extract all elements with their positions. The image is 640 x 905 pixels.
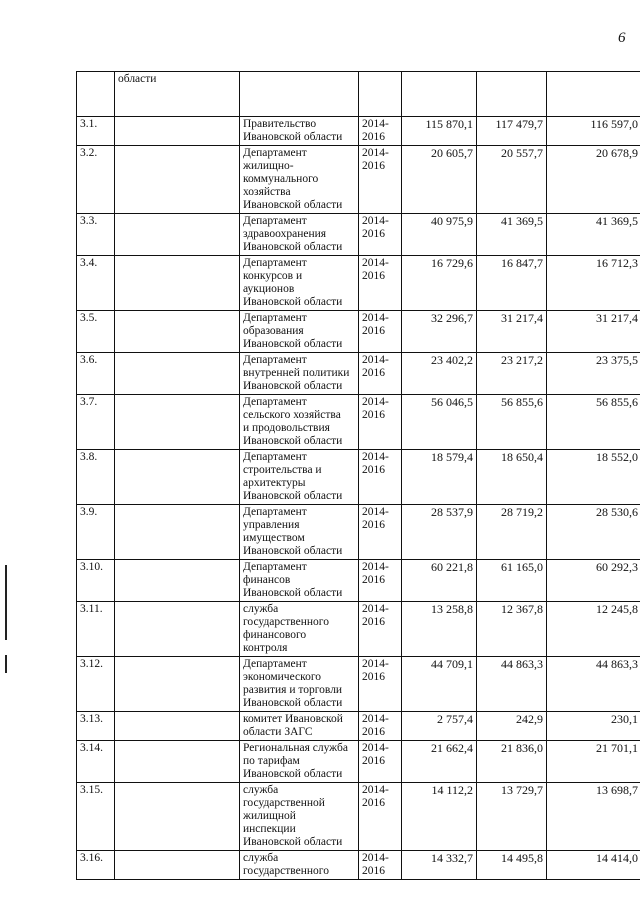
value-2014: 28 537,9 [402, 505, 477, 560]
value-2016: 60 292,3 [547, 560, 640, 602]
value-2014: 14 112,2 [402, 783, 477, 851]
organization-name: комитет Ивановской области ЗАГС [240, 712, 359, 741]
organization-name: служба государственной жилищной инспекции Ивановской области [240, 783, 359, 851]
row-code: 3.13. [77, 712, 115, 741]
empty-cell [115, 256, 240, 311]
empty-cell [115, 712, 240, 741]
table-row [77, 353, 640, 395]
value-2015: 12 367,8 [477, 602, 547, 657]
value-2015: 56 855,6 [477, 395, 547, 450]
value-2016: 44 863,3 [547, 657, 640, 712]
period-years: 2014- 2016 [359, 741, 402, 783]
value-2014: 60 221,8 [402, 560, 477, 602]
row-code: 3.11. [77, 602, 115, 657]
value-2016: 13 698,7 [547, 783, 640, 851]
period-years: 2014- 2016 [359, 851, 402, 880]
table-row [77, 450, 640, 505]
row-code: 3.1. [77, 117, 115, 146]
value-2014: 18 579,4 [402, 450, 477, 505]
row-code: 3.7. [77, 395, 115, 450]
period-years: 2014- 2016 [359, 311, 402, 353]
value-2015: 20 557,7 [477, 146, 547, 214]
table-header-row [77, 72, 640, 117]
empty-cell [115, 783, 240, 851]
organization-name: Департамент жилищно- коммунального хозяйства Ивановской области [240, 146, 359, 214]
value-2015: 41 369,5 [477, 214, 547, 256]
value-2014: 14 332,7 [402, 851, 477, 880]
value-2016: 21 701,1 [547, 741, 640, 783]
organization-name: Департамент финансов Ивановской области [240, 560, 359, 602]
value-2015: 23 217,2 [477, 353, 547, 395]
row-code: 3.5. [77, 311, 115, 353]
organization-name: Правительство Ивановской области [240, 117, 359, 146]
row-code: 3.12. [77, 657, 115, 712]
value-2014: 20 605,7 [402, 146, 477, 214]
value-2014: 16 729,6 [402, 256, 477, 311]
table-cell [240, 72, 359, 117]
organization-name: Департамент внутренней политики Ивановской области [240, 353, 359, 395]
period-years: 2014- 2016 [359, 783, 402, 851]
value-2015: 13 729,7 [477, 783, 547, 851]
header-cell: области [115, 72, 240, 117]
table-row [77, 256, 640, 311]
margin-rule [5, 655, 7, 673]
organization-name: Департамент образования Ивановской области [240, 311, 359, 353]
value-2014: 13 258,8 [402, 602, 477, 657]
row-code: 3.6. [77, 353, 115, 395]
row-code: 3.14. [77, 741, 115, 783]
table-cell [477, 72, 547, 117]
value-2016: 56 855,6 [547, 395, 640, 450]
value-2016: 18 552,0 [547, 450, 640, 505]
empty-cell [115, 602, 240, 657]
empty-cell [115, 353, 240, 395]
period-years: 2014- 2016 [359, 146, 402, 214]
table-cell [547, 72, 640, 117]
value-2016: 14 414,0 [547, 851, 640, 880]
empty-cell [115, 741, 240, 783]
table-cell [402, 72, 477, 117]
empty-cell [115, 505, 240, 560]
value-2015: 117 479,7 [477, 117, 547, 146]
value-2015: 18 650,4 [477, 450, 547, 505]
organization-name: служба государственного [240, 851, 359, 880]
organization-name: Региональная служба по тарифам Ивановской области [240, 741, 359, 783]
table-row [77, 602, 640, 657]
organization-name: Департамент управления имуществом Ивановской области [240, 505, 359, 560]
empty-cell [115, 450, 240, 505]
value-2016: 116 597,0 [547, 117, 640, 146]
empty-cell [115, 146, 240, 214]
table-row [77, 117, 640, 146]
margin-rule [5, 565, 7, 640]
value-2015: 31 217,4 [477, 311, 547, 353]
organization-name: Департамент экономического развития и торговли Ивановской области [240, 657, 359, 712]
value-2016: 20 678,9 [547, 146, 640, 214]
table-row [77, 657, 640, 712]
period-years: 2014- 2016 [359, 353, 402, 395]
value-2014: 32 296,7 [402, 311, 477, 353]
table-row [77, 851, 640, 880]
value-2014: 2 757,4 [402, 712, 477, 741]
page-number: 6 [618, 30, 626, 46]
empty-cell [115, 311, 240, 353]
table-cell [359, 72, 402, 117]
table-row [77, 214, 640, 256]
empty-cell [115, 117, 240, 146]
value-2016: 28 530,6 [547, 505, 640, 560]
value-2016: 12 245,8 [547, 602, 640, 657]
row-code: 3.8. [77, 450, 115, 505]
row-code: 3.9. [77, 505, 115, 560]
period-years: 2014- 2016 [359, 657, 402, 712]
empty-cell [115, 214, 240, 256]
value-2015: 28 719,2 [477, 505, 547, 560]
row-code: 3.10. [77, 560, 115, 602]
value-2014: 23 402,2 [402, 353, 477, 395]
row-code: 3.2. [77, 146, 115, 214]
row-code: 3.3. [77, 214, 115, 256]
table-row [77, 505, 640, 560]
value-2016: 230,1 [547, 712, 640, 741]
table-row [77, 712, 640, 741]
period-years: 2014- 2016 [359, 602, 402, 657]
value-2015: 44 863,3 [477, 657, 547, 712]
value-2014: 21 662,4 [402, 741, 477, 783]
empty-cell [115, 657, 240, 712]
value-2015: 61 165,0 [477, 560, 547, 602]
value-2016: 41 369,5 [547, 214, 640, 256]
period-years: 2014- 2016 [359, 560, 402, 602]
table-row [77, 146, 640, 214]
table-cell [77, 72, 115, 117]
table-row [77, 311, 640, 353]
organization-name: служба государственного финансового контроля [240, 602, 359, 657]
value-2014: 40 975,9 [402, 214, 477, 256]
value-2015: 14 495,8 [477, 851, 547, 880]
organization-name: Департамент сельского хозяйства и продовольствия Ивановской области [240, 395, 359, 450]
period-years: 2014- 2016 [359, 395, 402, 450]
row-code: 3.16. [77, 851, 115, 880]
empty-cell [115, 395, 240, 450]
organization-name: Департамент здравоохранения Ивановской области [240, 214, 359, 256]
period-years: 2014- 2016 [359, 505, 402, 560]
empty-cell [115, 851, 240, 880]
period-years: 2014- 2016 [359, 450, 402, 505]
value-2014: 44 709,1 [402, 657, 477, 712]
table-row [77, 560, 640, 602]
period-years: 2014- 2016 [359, 117, 402, 146]
row-code: 3.4. [77, 256, 115, 311]
organization-name: Департамент строительства и архитектуры Ивановской области [240, 450, 359, 505]
value-2015: 16 847,7 [477, 256, 547, 311]
value-2016: 16 712,3 [547, 256, 640, 311]
budget-table [76, 71, 640, 880]
value-2015: 242,9 [477, 712, 547, 741]
empty-cell [115, 560, 240, 602]
value-2014: 56 046,5 [402, 395, 477, 450]
organization-name: Департамент конкурсов и аукционов Ивановской области [240, 256, 359, 311]
value-2014: 115 870,1 [402, 117, 477, 146]
table-row [77, 395, 640, 450]
value-2016: 31 217,4 [547, 311, 640, 353]
value-2016: 23 375,5 [547, 353, 640, 395]
value-2015: 21 836,0 [477, 741, 547, 783]
period-years: 2014- 2016 [359, 214, 402, 256]
row-code: 3.15. [77, 783, 115, 851]
period-years: 2014- 2016 [359, 712, 402, 741]
table-row [77, 783, 640, 851]
period-years: 2014- 2016 [359, 256, 402, 311]
table-row [77, 741, 640, 783]
